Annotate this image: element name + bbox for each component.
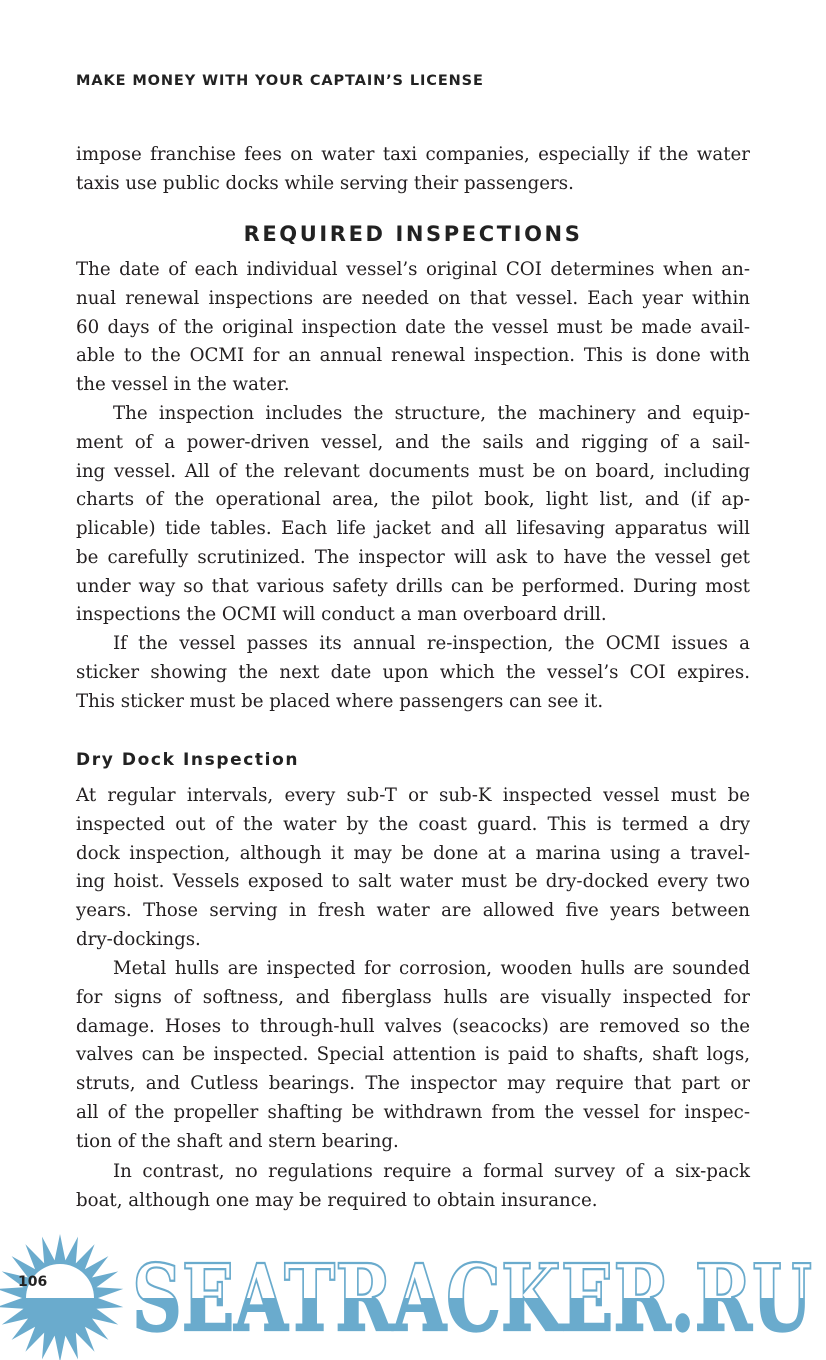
- text-line: all of the propeller shafting be withdrawn from the vessel for inspec-: [76, 1101, 750, 1123]
- text-line: The inspection includes the structure, the machinery and equip-: [113, 403, 750, 424]
- text-line: The date of each individual vessel’s original COI determines when an-: [76, 259, 750, 280]
- text-line: under way so that various safety drills can be performed. During most: [76, 575, 750, 597]
- text-line: valves can be inspected. Special attention is paid to shafts, shaft logs,: [76, 1044, 750, 1066]
- text-line: impose franchise fees on water taxi companies, especially if the water: [76, 144, 750, 165]
- text-line: boat, although one may be required to obtain insurance.: [76, 1189, 598, 1211]
- text-line: This sticker must be placed where passengers can see it.: [76, 690, 604, 712]
- text-line: In contrast, no regulations require a formal survey of a six-pack: [113, 1161, 750, 1182]
- paragraph: [76, 955, 750, 1156]
- text-line: inspections the OCMI will conduct a man overboard drill.: [76, 604, 607, 626]
- text-line: charts of the operational area, the pilot book, light list, and (if ap-: [76, 489, 750, 511]
- text-line: sticker showing the next date upon which the vessel’s COI expires.: [76, 661, 750, 683]
- paragraph: [76, 141, 750, 199]
- section-heading: REQUIRED INSPECTIONS: [243, 222, 583, 246]
- text-line: ing vessel. All of the relevant documents must be on board, including: [76, 460, 750, 482]
- paragraph: [76, 1158, 750, 1216]
- text-line: Metal hulls are inspected for corrosion, wooden hulls are sounded: [113, 958, 750, 979]
- text-line: dock inspection, although it may be done at a marina using a travel-: [76, 842, 750, 864]
- text-line: inspected out of the water by the coast guard. This is termed a dry: [76, 813, 750, 835]
- watermark: [0, 1230, 826, 1360]
- paragraph: [76, 630, 750, 716]
- text-line: taxis use public docks while serving their passengers.: [76, 172, 574, 194]
- text-line: dry-dockings.: [76, 928, 201, 950]
- subsection-heading: Dry Dock Inspection: [76, 750, 300, 770]
- running-head: MAKE MONEY WITH YOUR CAPTAIN’S LICENSE: [76, 73, 484, 89]
- text-line: If the vessel passes its annual re-inspection, the OCMI issues a: [113, 633, 750, 654]
- text-line: nual renewal inspections are needed on that vessel. Each year within: [76, 287, 750, 309]
- paragraph: [76, 400, 750, 630]
- text-line: struts, and Cutless bearings. The inspector may require that part or: [76, 1073, 750, 1094]
- text-line: be carefully scrutinized. The inspector will ask to have the vessel get: [76, 546, 750, 568]
- text-line: able to the OCMI for an annual renewal inspection. This is done with: [76, 345, 750, 367]
- paragraph: [76, 782, 750, 955]
- text-line: At regular intervals, every sub-T or sub-K inspected vessel must be: [76, 785, 750, 806]
- watermark-text: SEATRACKER.RU: [132, 1244, 812, 1352]
- text-line: 60 days of the original inspection date the vessel must be made avail-: [76, 316, 750, 338]
- text-line: ing hoist. Vessels exposed to salt water must be dry-docked every two: [76, 871, 750, 893]
- text-line: the vessel in the water.: [76, 374, 290, 395]
- text-line: for signs of softness, and fiberglass hulls are visually inspected for: [76, 986, 750, 1008]
- page-number: 106: [18, 1274, 48, 1290]
- text-line: ment of a power-driven vessel, and the sails and rigging of a sail-: [76, 431, 750, 453]
- text-line: tion of the shaft and stern bearing.: [76, 1130, 399, 1152]
- text-line: damage. Hoses to through-hull valves (seacocks) are removed so the: [76, 1015, 750, 1037]
- text-line: plicable) tide tables. Each life jacket and all lifesaving apparatus will: [76, 518, 750, 539]
- text-line: years. Those serving in fresh water are allowed five years between: [76, 900, 750, 921]
- starburst-icon: [0, 1234, 123, 1360]
- paragraph: [76, 256, 750, 400]
